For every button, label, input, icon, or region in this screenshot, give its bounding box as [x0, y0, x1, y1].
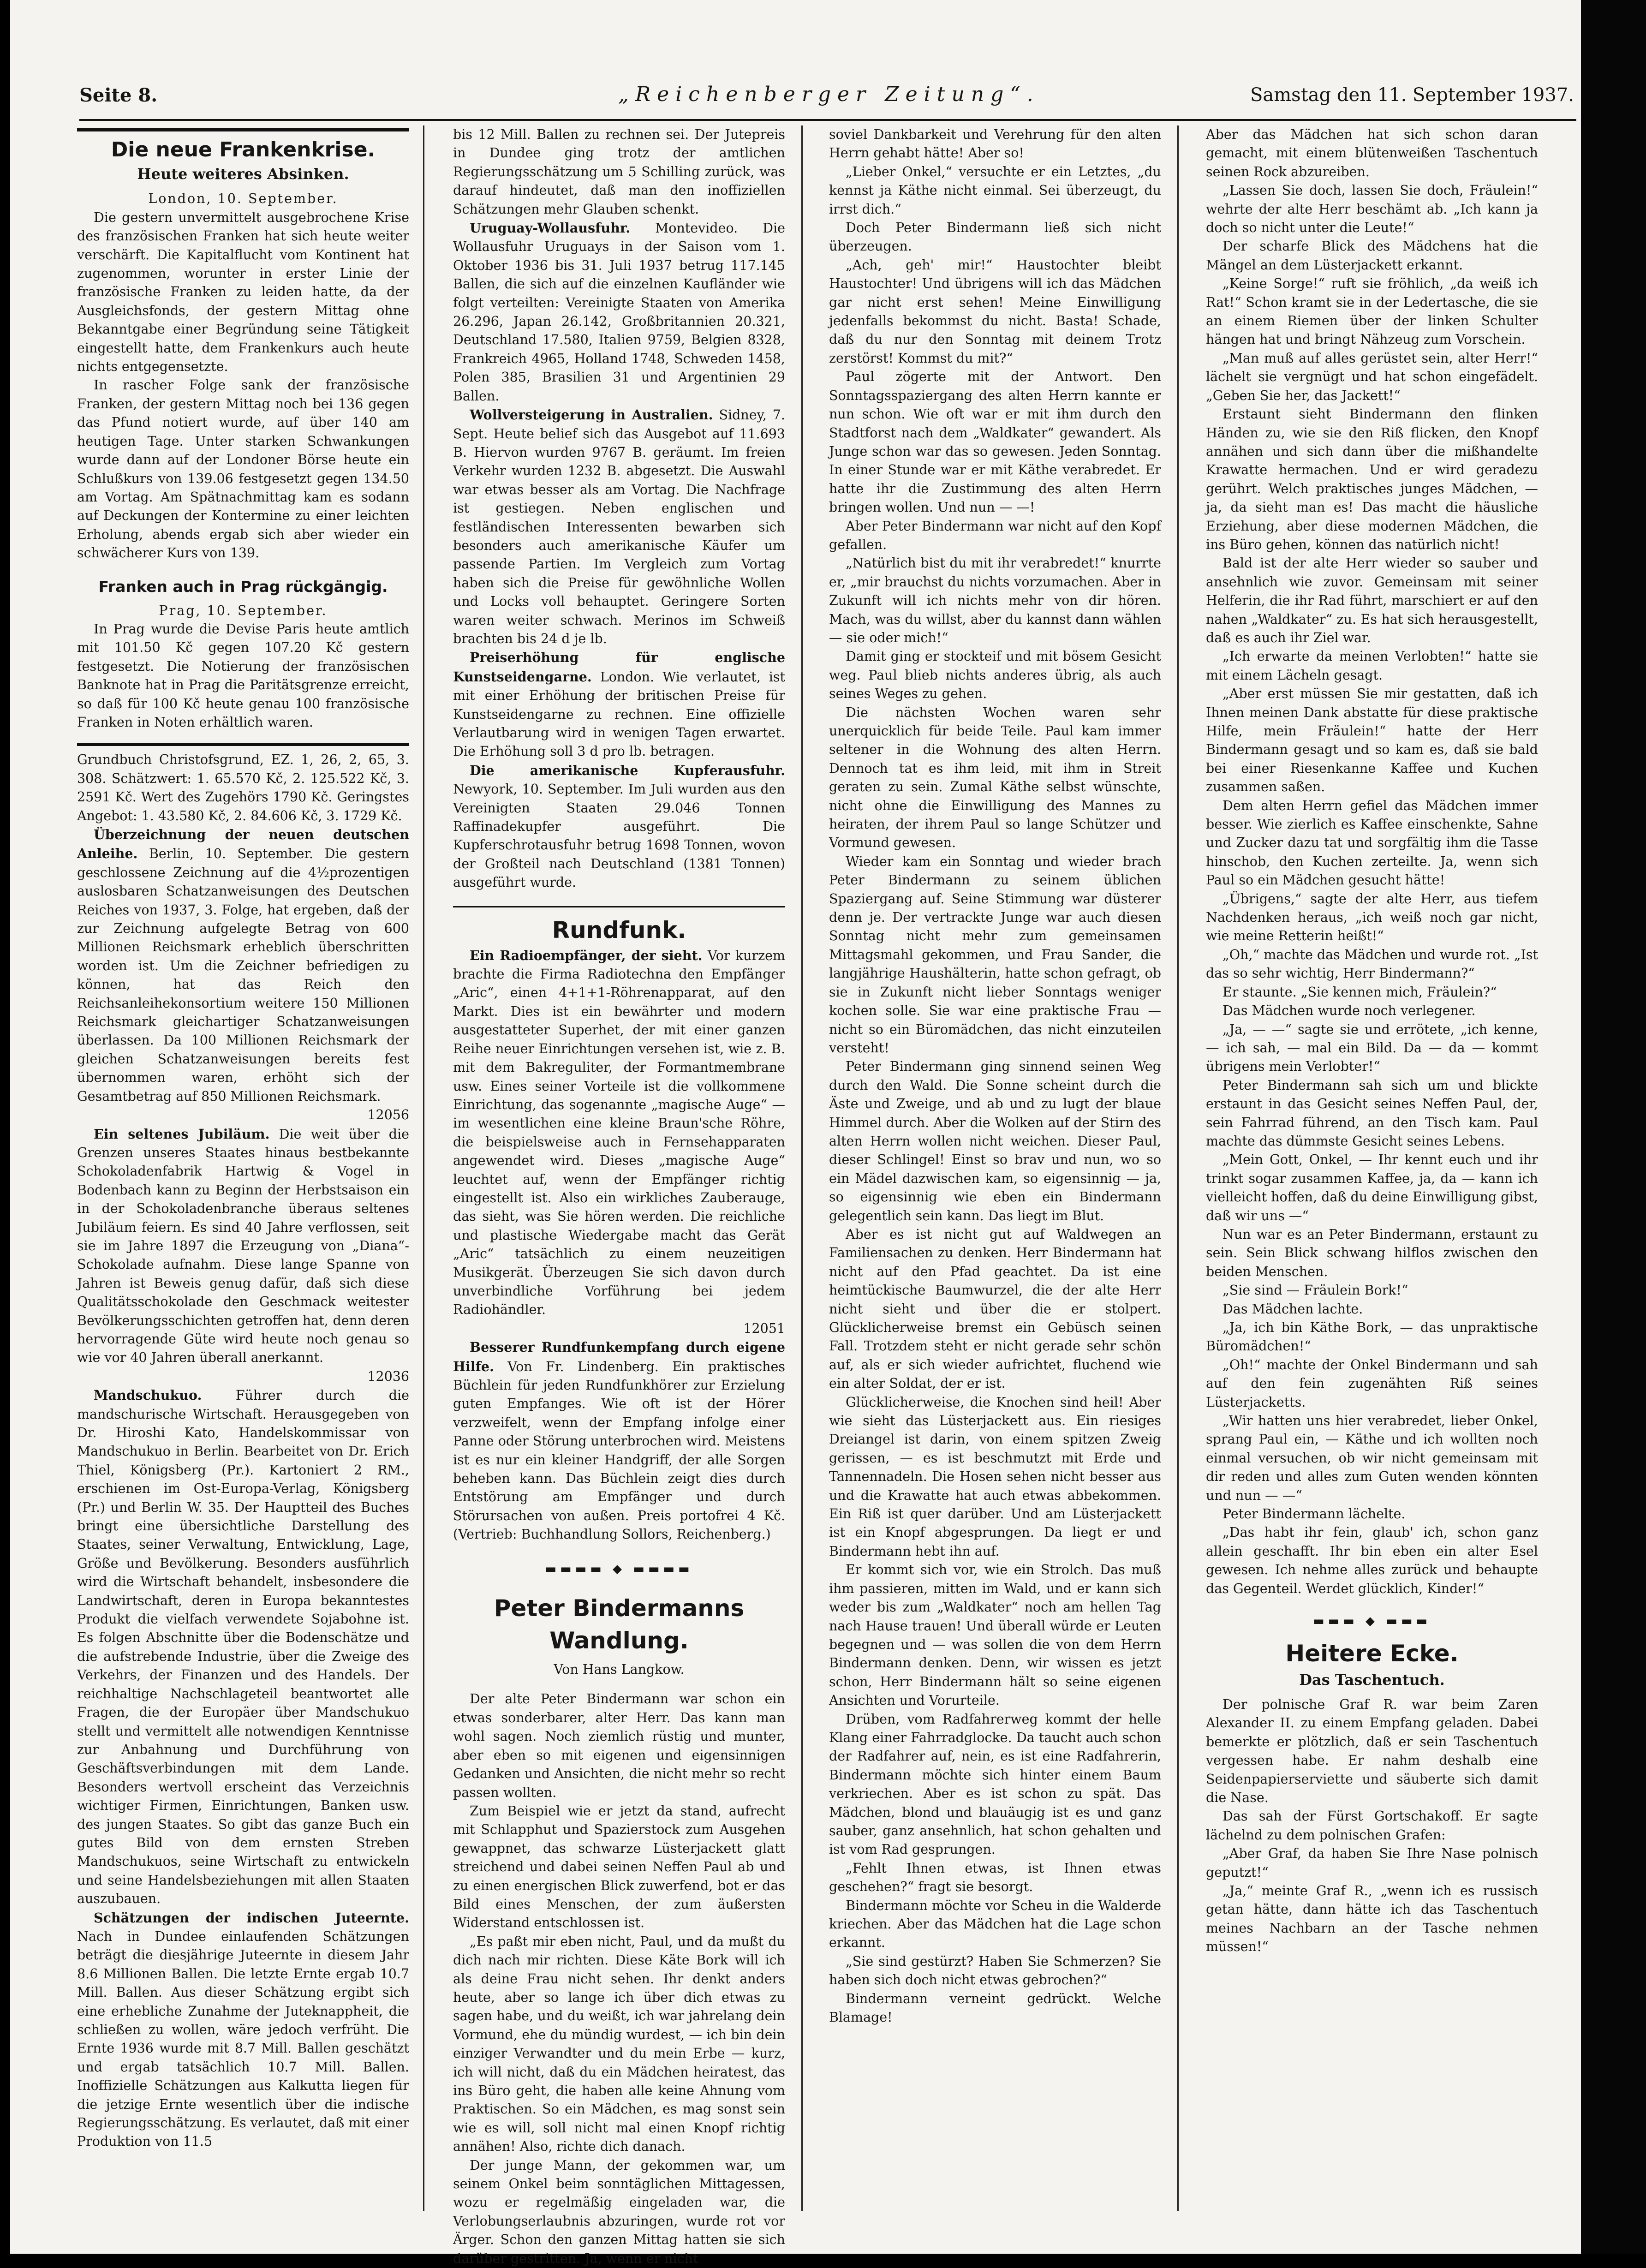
article-paragraph: Überzeichnung der neuen deutschen Anleihe. Berlin, 10. September. Die gestern geschlossene Zeichnung auf die 4½prozentigen auslosbaren Schatzanweisungen des Deutschen Reiches von 1937, 3. Folge, hat ergeben, daß der zur Zeichnung aufgelegte Betrag von 600 Millionen Reichsmark erheblich überschritten worden ist. Um die Zeichner befriedigen zu können, hat das Reich den Reichsanleihekonsortium weitere 150 Millionen Reichsmark gleichartiger Schatzanweisungen überlassen. Da 100 Millionen Reichsmark der gleichen Schatzanweisungen bereits fest übernommen waren, erhöht sich der Gesamtbetrag auf 850 Millionen Reichsmark. [77, 827, 409, 1104]
section-rule [453, 906, 785, 907]
headline-franc-crisis: Die neue Frankenkrise. [111, 138, 376, 161]
article-paragraph: In rascher Folge sank der französische Franken, der gestern Mittag noch bei 136 gegen das Pfund notiert wurde, auf über 140 am heutigen Tage. Unter starken Schwankungen wurde dann auf der Londoner Börse heute ein Schlußkurs von 139.06 festgesetzt gegen 134.50 am Vortag. Am Spätnachmittag kam es sodann auf Deckungen der Kontermine zu einer leichten Erholung, abends ergab sich aber wieder ein schwächerer Kurs von 139. [77, 377, 409, 561]
dateline: London, 10. September. [148, 191, 338, 207]
reference-number: 12056 [367, 1107, 409, 1123]
subheadline-handkerchief: Das Taschentuch. [1299, 1671, 1445, 1689]
story-paragraph: „Lassen Sie doch, lassen Sie doch, Fräulein!“ wehrte der alte Herr beschämt ab. „Ich kann ja doch so nicht unter die Leute!“ [1206, 183, 1538, 236]
humor-paragraph: Das sah der Fürst Gortschakoff. Er sagte lächelnd zu dem polnischen Grafen: [1206, 1808, 1538, 1843]
story-paragraph: Damit ging er stockteif und mit bösem Gesicht weg. Paul blieb nichts anderes übrig, als auch seines Weges zu gehen. [829, 649, 1161, 702]
article-paragraph: Wollversteigerung in Australien. Sidney, 7. Sept. Heute belief sich das Ausgebot auf 11.693 B. Hiervon wurden 9767 B. geräumt. Im freien Verkehr wurden 1232 B. abgesetzt. Die Auswahl war etwas besser als am Vortag. Die Nachfrage ist gestiegen. Neben englischen und festländischen Interessenten bewarben sich besonders auch amerikanische Käufer um passende Partien. Im Vergleich zum Vortag haben sich die Preise für gewöhnliche Wollen und Locks voll behauptet. Geringere Sorten waren weiter schwach. Merinos im Schweiß brachten bis 24 d je lb. [453, 407, 785, 646]
article-paragraph: Die amerikanische Kupferausfuhr. Newyork, 10. September. Im Juli wurden aus den Vereinigten Staaten 29.046 Tonnen Raffinadekupfer ausgeführt. Die Kupferschrotausfuhr betrug 1698 Tonnen, wovon der Großteil nach Deutschland (1381 Tonnen) ausgeführt wurde. [453, 762, 785, 890]
humor-paragraph: Der polnische Graf R. war beim Zaren Alexander II. zu einem Empfang geladen. Dabei bemerkte er plötzlich, daß er sein Taschentuch vergessen habe. Er nahm deshalb eine Seidenpapierserviette und säuberte sich damit die Nase. [1206, 1696, 1538, 1805]
ornament-divider: ▬▬▬▬ ◆ ▬▬▬▬ [545, 1562, 693, 1576]
story-paragraph: Erstaunt sieht Bindermann den flinken Händen zu, wie sie den Riß flicken, den Knopf annähen und sich dann über die mißhandelte Krawatte hermachen. Und er wird geradezu gerührt. Welch praktisches junges Mädchen, — ja, da sieht man es! Das macht die häusliche Erziehung, aber diese modernen Mädchen, die ins Büro gehen, können das natürlich nicht! [1206, 406, 1538, 552]
column-3 [829, 125, 1161, 2215]
headline-story: Peter Bindermanns Wandlung. [494, 1595, 745, 1654]
article-paragraph: Schätzungen der indischen Juteernte. Nach in Dundee einlaufenden Schätzungen beträgt die diesjährige Juteernte in diesem Jahr 8.6 Millionen Ballen. Die letzte Ernte ergab 10.7 Mill. Ballen. Aus dieser Schätzung ergibt sich eine erhebliche Zunahme der Juteknappheit, die schließen zu wollen, wäre jedoch verfrüht. Die Ernte 1936 wurde mit 8.7 Mill. Ballen geschätzt und ergab tatsächlich 10.7 Mill. Ballen. Inoffizielle Schätzungen aus Kalkutta liegen für die jetzige Ernte wesentlich über die indische Regierungsschätzung. Es verlautet, daß mit einer Produktion von 11.5 [77, 1910, 409, 2149]
story-paragraph: „Aber erst müssen Sie mir gestatten, daß ich Ihnen meinen Dank abstatte für diese praktische Hilfe, mein Fräulein!“ hatte der Herr Bindermann gesagt und so kam es, daß sie bald bei einer Riesenkanne Kaffee und Kuchen zusammen saßen. [1206, 686, 1538, 795]
story-paragraph: Der alte Peter Bindermann war schon ein etwas sonderbarer, alter Herr. Das kann man wohl sagen. Noch ziemlich rüstig und munter, aber eben so mit eigenen und eigensinnigen Gedanken und Ansichten, die nicht mehr so recht passen wollten. [453, 1691, 785, 1800]
article-paragraph: In Prag wurde die Devise Paris heute amtlich mit 101.50 Kč gegen 107.20 Kč gestern festgesetzt. Die Notierung der französischen Banknote hat in Prag die Paritätsgrenze erreicht, so daß für 100 Kč heute genau 100 französische Franken in Noten erhältlich waren. [77, 621, 409, 730]
story-paragraph: Peter Bindermann sah sich um und blickte erstaunt in das Gesicht seines Neffen Paul, der, sein Fahrrad führend, an den Tisch kam. Paul machte das dümmste Gesicht seines Lebens. [1206, 1077, 1538, 1149]
story-paragraph: „Es paßt mir eben nicht, Paul, und da mußt du dich nach mir richten. Diese Käte Bork will ich als deine Frau nicht sehen. Ihr denkt anders heute, aber so lange ich über dich etwas zu sagen habe, und du weißt, ich war jahrelang dein Vormund, ehe du mündig wurdest, — ich bin dein einziger Verwandter und du mein Erbe — kurz, ich will nicht, daß du ein Mädchen heiratest, das ins Büro geht, die haben alle keine Ahnung vom Praktischen. So ein Mädchen, es mag sonst sein wie es will, soll nicht mal einen Knopf richtig annähen! Also, richte dich danach. [453, 1934, 785, 2155]
story-paragraph: Peter Bindermann ging sinnend seinen Weg durch den Wald. Die Sonne scheint durch die Äste und Zweige, und ab und zu lugt der blaue Himmel durch. Aber die Wolken auf der Stirn des alten Herrn wollen nicht weichen. Dieser Paul, dieser Schlingel! Einst so brav und nun, wo so ein Mädel dazwischen kam, so eigensinnig — ja, so eigensinnig wie eben ein Bindermann gelegentlich sein kann. Das liegt im Blut. [829, 1059, 1161, 1224]
column-1 [77, 125, 409, 2215]
headline-franc-prague: Franken auch in Prag rückgängig. [98, 577, 388, 596]
story-paragraph: Der junge Mann, der gekommen war, um seinem Onkel beim sonntäglichen Mittagessen, wozu er regelmäßig eingeladen war, die Verlobungserlaubnis abzuringen, wurde rot vor Ärger. Schon den ganzen Mittag hatten sie sich darüber gestritten. Ja, wenn er nicht [453, 2157, 785, 2266]
section-rule [77, 128, 409, 131]
story-paragraph: „Oh,“ machte das Mädchen und wurde rot. „Ist das so sehr wichtig, Herr Bindermann?“ [1206, 947, 1538, 981]
story-paragraph: Glücklicherweise, die Knochen sind heil! Aber wie sieht das Lüsterjackett aus. Ein riesiges Dreiangel ist darin, von einem spitzen Zweig gerissen, — es ist beschmutzt mit Erde und Tannennadeln. Die Hosen sehen nicht besser aus und die Krawatte hat auch etwas abbekommen. Ein Riß ist quer darüber. Und am Lüsterjackett ist ein Knopf abgesprungen. Da liegt er und Bindermann hebt ihn auf. [829, 1394, 1161, 1559]
article-paragraph: Preiserhöhung für englische Kunstseidengarne. London. Wie verlautet, ist mit einer Erhöhung der britischen Preise für Kunstseidengarne zu rechnen. Eine offizielle Verlautbarung wird in wenigen Tagen erwartet. Die Erhöhung soll 3 d pro lb. betragen. [453, 650, 785, 759]
article-paragraph: Die gestern unvermittelt ausgebrochene Krise des französischen Franken hat sich heute weiter verschärft. Die Kapitalflucht vom Kontinent hat zugenommen, worunter in erster Linie der französische Franken zu leiden hatte, da der Ausgleichsfonds, der gestern Mittag ohne Bekanntgabe einer Begründung seine Tätigkeit eingestellt hatte, dem Frankenkurs auch heute nichts entgegensetzte. [77, 209, 409, 375]
masthead [79, 81, 1579, 113]
story-paragraph: „Oh!“ machte der Onkel Bindermann und sah auf den fein zugenähten Riß seines Lüsterjacketts. [1206, 1357, 1538, 1410]
article-paragraph: Besserer Rundfunkempfang durch eigene Hilfe. Von Fr. Lindenberg. Ein praktisches Büchlein für jeden Rundfunkhörer zur Erzielung guten Empfanges. Wie oft ist der Hörer verzweifelt, wenn der Empfang infolge einer Panne oder Störung unterbrochen wird. Meistens ist es nur ein kleiner Handgriff, der alle Sorgen beheben kann. Das Büchlein zeigt dies durch Entstörung am Empfänger und durch Störursachen von außen. Preis portofrei 4 Kč. (Vertrieb: Buchhandlung Sollors, Reichenberg.) [453, 1339, 785, 1542]
column-4 [1206, 125, 1538, 2215]
notice-paragraph: Grundbuch Christofsgrund, EZ. 1, 26, 2, 65, 3. 308. Schätzwert: 1. 65.570 Kč, 2. 125.522 Kč, 3. 2591 Kč. Wert des Zugehörs 1790 Kč. Geringstes Angebot: 1. 43.580 Kč, 2. 84.606 Kč, 3. 1729 Kč. [77, 752, 409, 824]
story-paragraph: Das Mädchen lachte. [1223, 1301, 1363, 1317]
story-paragraph: Bindermann verneint gedrückt. Welche Blamage! [829, 1991, 1161, 2025]
story-paragraph: soviel Dankbarkeit und Verehrung für den alten Herrn gehabt hätte! Aber so! [829, 127, 1161, 161]
story-paragraph: „Übrigens,“ sagte der alte Herr, aus tiefem Nachdenken heraus, „ich weiß noch gar nicht, wie meine Retterin heißt!“ [1206, 891, 1538, 944]
ornament-divider: ▬▬▬ ◆ ▬▬▬ [1313, 1614, 1431, 1629]
story-paragraph: Der scharfe Blick des Mädchens hat die Mängel an dem Lüsterjackett erkannt. [1206, 239, 1538, 273]
story-paragraph: „Keine Sorge!“ ruft sie fröhlich, „da weiß ich Rat!“ Schon kramt sie in der Ledertasche, die sie an einem Riemen über der linken Schulter hängen hat und bringt Nähzeug zum Vorschein. [1206, 276, 1538, 347]
story-paragraph: Er staunte. „Sie kennen mich, Fräulein?“ [1223, 984, 1497, 1000]
story-paragraph: „Sie sind gestürzt? Haben Sie Schmerzen? Sie haben sich doch nicht etwas gebrochen?“ [829, 1953, 1161, 1988]
story-paragraph: „Ja, ich bin Käthe Bork, — das unpraktische Büromädchen!“ [1206, 1320, 1538, 1354]
story-paragraph: „Ich erwarte da meinen Verlobten!“ hatte sie mit einem Lächeln gesagt. [1206, 649, 1538, 683]
story-paragraph: Drüben, vom Radfahrerweg kommt der helle Klang einer Fahrradglocke. Da taucht auch schon der Radfahrer auf, nein, es ist eine Radfahrerin, Bindermann möchte sich hinter einem Baum verkriechen. Aber es ist schon zu spät. Das Mädchen, blond und blauäugig ist es und ganz sauber, ganz ansehnlich, hat schon gehalten und ist vom Rad gesprungen. [829, 1711, 1161, 1857]
humor-paragraph: „Aber Graf, da haben Sie Ihre Nase polnisch geputzt!“ [1206, 1846, 1538, 1880]
column-divider [423, 125, 424, 2211]
column-2 [453, 125, 785, 2266]
story-paragraph: Zum Beispiel wie er jetzt da stand, aufrecht mit Schlapphut und Spazierstock zum Ausgehen gewappnet, das schwarze Lüsterjackett glatt streichend und dabei seinen Neffen Paul ab und zu einen energischen Blick zuwerfend, bot er das Bild eines Menschen, der zum äußersten Widerstand entschlossen ist. [453, 1803, 785, 1931]
story-paragraph: Das Mädchen wurde noch verlegener. [1223, 1003, 1476, 1019]
story-paragraph: „Ja, — —“ sagte sie und errötete, „ich kenne, — ich sah, — mal ein Bild. Da — da — kommt übrigens mein Verlobter!“ [1206, 1021, 1538, 1074]
story-paragraph: „Das habt ihr fein, glaub' ich, schon ganz allein geschafft. Ihr bin eben ein alter Esel gewesen. Ich nehme alles zurück und behaupte das Gegenteil. Werdet glücklich, Kinder!“ [1206, 1525, 1538, 1596]
section-rule [77, 743, 409, 746]
story-paragraph: Aber es ist nicht gut auf Waldwegen an Familiensachen zu denken. Herr Bindermann hat nicht auf den Pfad geachtet. Da ist eine heimtückische Baumwurzel, die der alte Herr nicht sieht und über die er stolpert. Glücklicherweise bremst ein Gebüsch seinen Fall. Trotzdem steht er nicht gerade sehr schön auf, als er sich wieder aufrichtet, fluchend wie ein alter Soldat, der er ist. [829, 1226, 1161, 1391]
newspaper-page [10, 0, 1581, 2266]
story-paragraph: Dem alten Herrn gefiel das Mädchen immer besser. Wie zierlich es Kaffee einschenkte, Sahne und Zucker dazu tat und sorgfältig ihm die Tasse hinschob, den Kuchen zerteilte. Ja, wenn sich Paul so ein Mädchen gesucht hätte! [1206, 798, 1538, 888]
column-divider [801, 125, 803, 2211]
story-paragraph: Wieder kam ein Sonntag und wieder brach Peter Bindermann zu seinem üblichen Spaziergang auf. Seine Stimmung war düsterer denn je. Der vertrackte Junge war auch diesen Sonntag nicht mehr zum gemeinsamen Mittagsmahl gekommen, und Frau Sander, die langjährige Haushälterin, hatte schon gefragt, ob sie in Zukunft nicht lieber Sonntags weniger kochen solle. Sie war eine praktische Frau — nicht so ein Büromädchen, das nicht einzuteilen versteht! [829, 853, 1161, 1056]
reference-number: 12051 [743, 1320, 785, 1336]
article-paragraph: Mandschukuo. Führer durch die mandschurische Wirtschaft. Herausgegeben von Dr. Hiroshi Kato, Handelskommissar von Mandschukuo in Berlin. Bearbeitet von Dr. Erich Thiel, Königsberg (Pr.). Kartoniert 2 RM., erschienen im Ost-Europa-Verlag, Königsberg (Pr.) und Berlin W. 35. Der Hauptteil des Buches bringt eine übersichtliche Darstellung des Staates, seiner Verwaltung, Entwicklung, Lage, Größe und Bevölkerung. Besonders ausführlich wird die Wirtschaft behandelt, insbesondere die Landwirtschaft, deren in Europa bekanntestes Produkt die vielfach verwendete Sojabohne ist. Es folgen Abschnitte über die Bodenschätze und die aufstrebende Industrie, über die Zweige des Verkehrs, der Finanzen und des Handels. Der reichhaltige Nachschlageteil beantwortet alle Fragen, die der Europäer über Mandschukuo stellt und vermittelt alle notwendigen Kenntnisse zur Anbahnung und Durchführung von Geschäftsverbindungen mit dem Lande. Besonders wertvoll erscheint das Verzeichnis wichtiger Firmen, Einrichtungen, Banken usw. des jungen Staates. So gibt das ganze Buch ein gutes Bild von dem ernsten Streben Mandschukuos, seine Wirtschaft zu entwickeln und seine Handelsbeziehungen mit allen Staaten auszubauen. [77, 1387, 410, 1907]
story-paragraph: Er kommt sich vor, wie ein Strolch. Das muß ihm passieren, mitten im Wald, und er kann sich weder bis zum „Waldkater“ noch am hellen Tag nach Hause trauen! Und überall würde er Leuten begegnen und — was sollen die von dem Herrn Bindermann denken. Denn, wir wissen es jetzt schon, Herr Bindermann hält so seine eigenen Ansichten und Vorurteile. [829, 1562, 1161, 1708]
story-paragraph: Die nächsten Wochen waren sehr unerquicklich für beide Teile. Paul kam immer seltener in die Wohnung des alten Herrn. Dennoch tat es ihm leid, mit ihm in Streit geraten zu sein. Zumal Käthe selbst wünschte, nicht ohne die Einwilligung des Mannes zu heiraten, der ihrem Paul so lange Schützer und Vormund gewesen. [829, 704, 1161, 851]
newspaper-title: „Reichenberger Zeitung“. [618, 83, 1040, 106]
story-paragraph: Bindermann möchte vor Scheu in die Walderde kriechen. Aber das Mädchen hat die Lage schon erkannt. [829, 1898, 1161, 1951]
dateline: Prag, 10. September. [159, 603, 328, 618]
story-paragraph: Paul zögerte mit der Antwort. Den Sonntagsspaziergang des alten Herrn kannte er nun schon. Wie oft war er mit ihm durch den Stadtforst nach dem „Waldkater“ gewandert. Als Junge schon war das so gewesen. Jeden Sonntag. In einer Stunde war er mit Käthe verabredet. Er hatte ihr die Zustimmung des alten Herrn bringen wollen. Und nun — —! [829, 369, 1161, 515]
article-paragraph: Ein seltenes Jubiläum. Die weit über die Grenzen unseres Staates hinaus bestbekannte Schokoladenfabrik Hartwig & Vogel in Bodenbach kann zu Beginn der Herbstsaison ein in der Schokoladenbranche überaus seltenes Jubiläum feiern. Es sind 40 Jahre verflossen, seit sie im Jahre 1897 die Erzeugung von „Diana“-Schokolade aufnahm. Diese lange Spanne von Jahren ist Beweis genug dafür, daß sich diese Qualitätsschokolade den Geschmack weitester Bevölkerungsschichten getroffen hat, denn deren hervorragende Güte wird heute noch genau so wie vor 40 Jahren überall anerkannt. [77, 1126, 410, 1366]
subheadline: Heute weiteres Absinken. [137, 165, 349, 183]
story-paragraph: Nun war es an Peter Bindermann, erstaunt zu sein. Sein Blick schwang hilflos zwischen den beiden Menschen. [1206, 1226, 1538, 1279]
story-paragraph: „Lieber Onkel,“ versuchte er ein Letztes, „du kennst ja Käthe nicht einmal. Sei überzeugt, du irrst dich.“ [829, 164, 1161, 217]
reference-number: 12036 [367, 1368, 409, 1384]
story-paragraph: Bald ist der alte Herr wieder so sauber und ansehnlich wie zuvor. Gemeinsam mit seiner Helferin, die ihr Rad führt, marschiert er auf den nahen „Waldkater“ zu. Es hat sich herausgestellt, daß es auch ihr Ziel war. [1206, 555, 1538, 645]
scan-margin [1581, 0, 1646, 2254]
article-paragraph: bis 12 Mill. Ballen zu rechnen sei. Der Jutepreis in Dundee ging trotz der amtlichen Regierungsschätzung um 5 Schilling zurück, was darauf hindeutet, daß man den inoffiziellen Schätzungen mehr Glauben schenkt. [453, 127, 785, 217]
story-paragraph: Doch Peter Bindermann ließ sich nicht überzeugen. [829, 220, 1161, 254]
humor-paragraph: „Ja,“ meinte Graf R., „wenn ich es russisch getan hätte, dann hätte ich das Taschentuch meines Nachbarn an der Tasche nehmen müssen!“ [1206, 1883, 1538, 1955]
article-paragraph: Uruguay-Wollausfuhr. Montevideo. Die Wollausfuhr Uruguays in der Saison vom 1. Oktober 1936 bis 31. Juli 1937 betrug 117.145 Ballen, die sich auf die einzelnen Kaufländer wie folgt verteilten: Vereinigte Staaten von Amerika 26.296, Japan 26.142, Großbritannien 20.321, Deutschland 17.580, Italien 9759, Belgien 8328, Frankreich 4965, Holland 1748, Schweden 1458, Polen 385, Brasilien 31 und Argentinien 29 Ballen. [453, 220, 785, 404]
story-paragraph: „Fehlt Ihnen etwas, ist Ihnen etwas geschehen?“ fragt sie besorgt. [829, 1860, 1161, 1895]
story-paragraph: „Natürlich bist du mit ihr verabredet!“ knurrte er, „mir brauchst du nichts vorzumachen. Aber in Zukunft will ich nichts mehr von dir hören. Mach, was du willst, aber du kannst dann wählen — sie oder mich!“ [829, 555, 1161, 645]
column-divider [1177, 125, 1179, 2211]
masthead-rule [79, 119, 1576, 121]
headline-radio: Rundfunk. [552, 916, 686, 943]
story-paragraph: Aber das Mädchen hat sich schon daran gemacht, mit einem blütenweißen Taschentuch seinen Rock abzureiben. [1206, 127, 1538, 179]
story-paragraph: „Sie sind — Fräulein Bork!“ [1223, 1283, 1408, 1298]
byline: Von Hans Langkow. [554, 1662, 685, 1677]
story-paragraph: Aber Peter Bindermann war nicht auf den Kopf gefallen. [829, 518, 1161, 552]
story-paragraph: „Mein Gott, Onkel, — Ihr kennt euch und ihr trinkt sogar zusammen Kaffee, ja, da — kann ich vielleicht hoffen, daß du deine Einwilligung gibst, daß wir uns —“ [1206, 1152, 1538, 1224]
headline-humor: Heitere Ecke. [1285, 1640, 1459, 1667]
issue-date: Samstag den 11. September 1937. [1250, 84, 1574, 106]
story-paragraph: „Man muß auf alles gerüstet sein, alter Herr!“ lächelt sie vergnügt und hat schon eingefädelt. „Geben Sie her, das Jackett!“ [1206, 350, 1538, 403]
story-paragraph: „Wir hatten uns hier verabredet, lieber Onkel, sprang Paul ein, — Käthe und ich wollten noch einmal versuchen, ob wir nicht gemeinsam mit dir reden und alles zum Guten wenden könnten und nun — —“ [1206, 1413, 1538, 1503]
article-paragraph: Ein Radioempfänger, der sieht. Vor kurzem brachte die Firma Radiotechna den Empfänger „Aric“, einen 4+1+1-Röhrenapparat, auf den Markt. Dies ist ein bewährter und modern ausgestatteter Superhet, der mit einer ganzen Reihe neuer Einrichtungen versehen ist, wie z. B. mit dem Bakreguliter, der Formantmembrane usw. Eines seiner Vorteile ist die vollkommene Einrichtung, das sogenannte „magische Auge“ — im wesentlichen eine kleine Braun'sche Röhre, die beispielsweise auch in Fernsehapparaten angewendet wird. Dieses „magische Auge“ leuchtet auf, wenn der Empfänger richtig eingestellt ist. Also ein wirkliches Zauberauge, das sieht, was Sie hören werden. Die reichliche und plastische Wiedergabe macht das Gerät „Aric“ tatsächlich zu einem neuzeitigen Musikgerät. Überzeugen Sie sich davon durch unverbindliche Vorführung bei jedem Radiohändler. [453, 947, 785, 1318]
story-paragraph: „Ach, geh' mir!“ Haustochter bleibt Haustochter! Und übrigens will ich das Mädchen gar nicht erst sehen! Meine Einwilligung jedenfalls bekommst du nicht. Basta! Schade, daß du nur den Sonntag mit deinem Trotz zerstörst! Kommst du mit?“ [829, 257, 1161, 366]
story-paragraph: Peter Bindermann lächelte. [1223, 1506, 1406, 1522]
page-number: Seite 8. [79, 84, 158, 106]
